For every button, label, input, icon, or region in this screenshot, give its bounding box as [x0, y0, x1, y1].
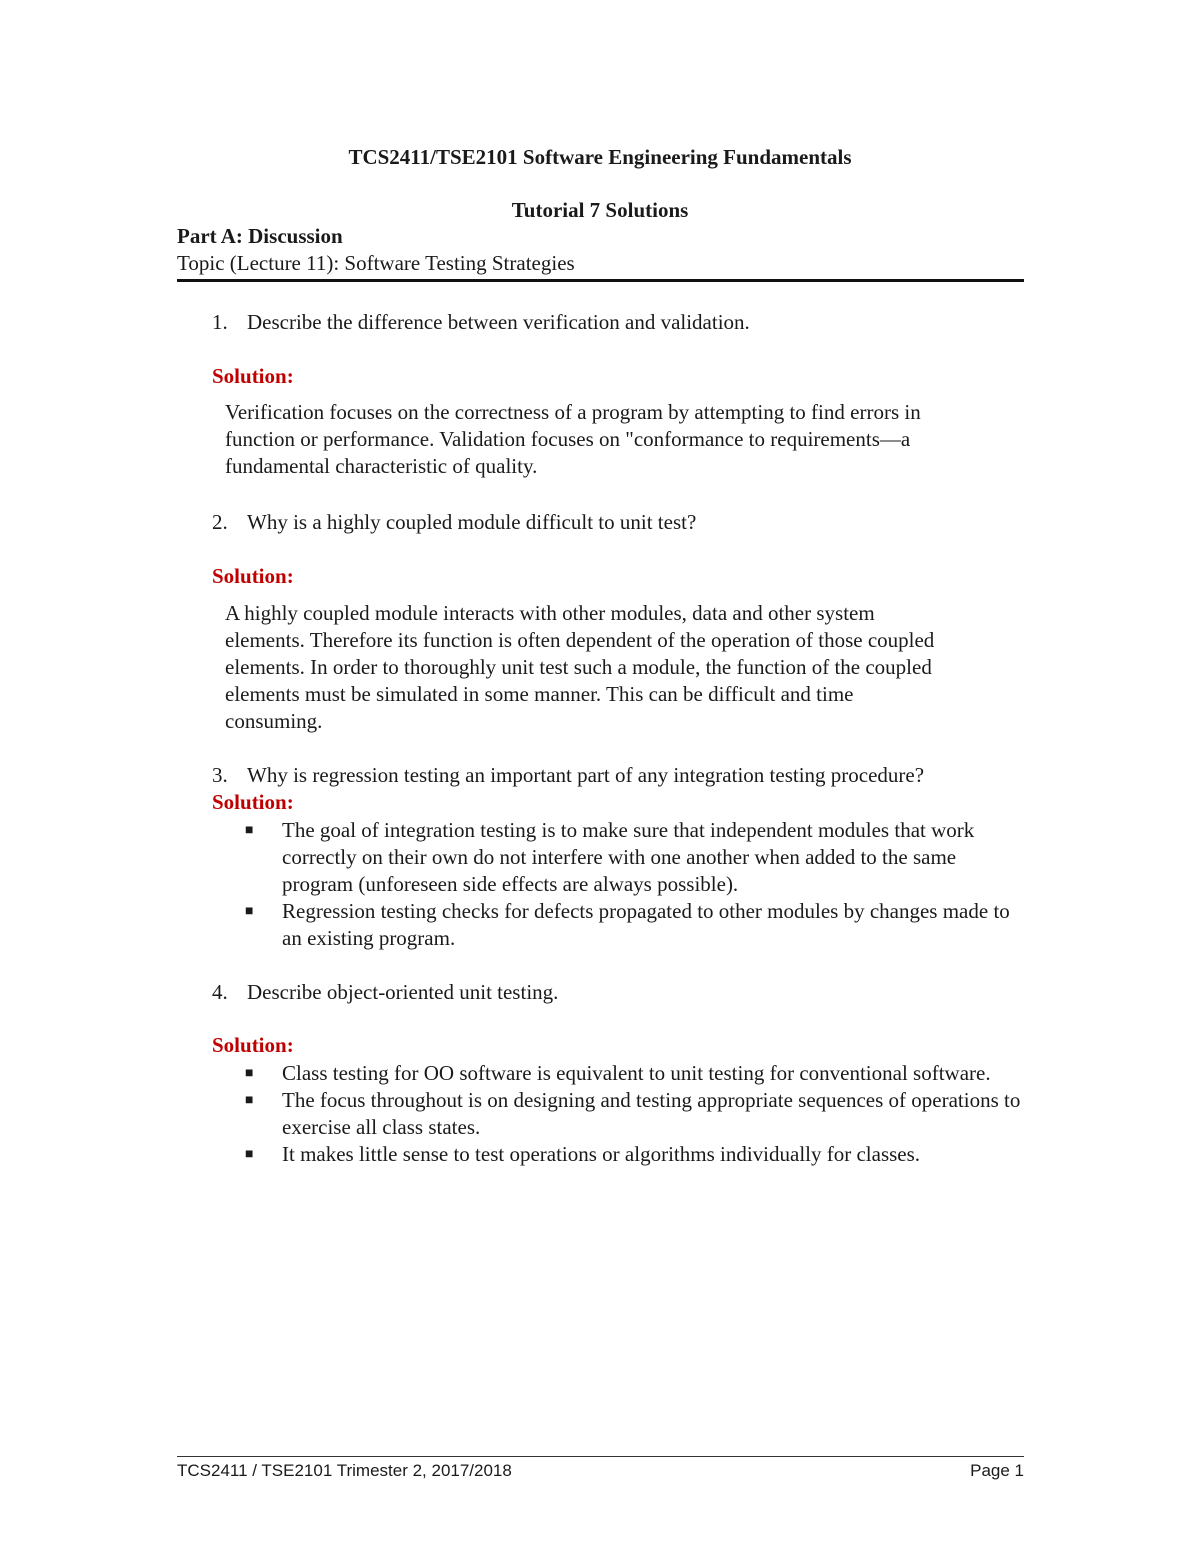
topic-line: Topic (Lecture 11): Software Testing Strategies: [177, 251, 575, 275]
answer-1: [225, 399, 1025, 480]
bullet-text: Class testing for OO software is equivalent to unit testing for conventional software.: [282, 1061, 991, 1085]
list-item: [245, 898, 1025, 952]
solution-label: Solution:: [212, 1033, 294, 1057]
question-text: Describe the difference between verification and validation.: [247, 310, 750, 334]
bullet-icon: ■: [245, 1093, 254, 1108]
answer-line: elements must be simulated in some manner. This can be difficult and time: [225, 682, 854, 706]
tutorial-title: Tutorial 7 Solutions: [511, 198, 689, 222]
page-number: Page 1: [970, 1461, 1024, 1480]
question-text: Why is regression testing an important part of any integration testing procedure?: [247, 763, 925, 787]
question-4: [212, 980, 558, 1005]
solution-label: Solution:: [212, 790, 294, 814]
header-divider: [177, 279, 1024, 282]
question-number: 3.: [212, 763, 228, 787]
bullet-icon: ■: [245, 1066, 254, 1081]
bullet-icon: ■: [245, 904, 254, 919]
list-item: [245, 1087, 1025, 1141]
answer-4-bullets: [245, 1060, 1025, 1168]
solution-label: Solution:: [212, 564, 294, 588]
question-text: Describe object-oriented unit testing.: [247, 980, 559, 1004]
question-3: [212, 763, 924, 788]
answer-2: [225, 600, 1025, 735]
bullet-icon: ■: [245, 1147, 254, 1162]
footer-divider: [177, 1456, 1024, 1457]
answer-line: consuming.: [225, 709, 323, 733]
answer-line: elements. In order to thoroughly unit test such a module, the function of the coupled: [225, 655, 932, 679]
answer-line: fundamental characteristic of quality.: [225, 454, 538, 478]
bullet-text: The goal of integration testing is to make sure that independent modules that work correctly on their own do not interfere with one another when added to the same program (unforeseen side effects are always possible).: [282, 818, 975, 896]
bullet-icon: ■: [245, 823, 254, 838]
answer-line: A highly coupled module interacts with other modules, data and other system: [225, 601, 875, 625]
question-number: 2.: [212, 510, 228, 534]
solution-label: Solution:: [212, 364, 294, 388]
course-title: TCS2411/TSE2101 Software Engineering Fundamentals: [348, 145, 852, 169]
question-2: [212, 510, 696, 535]
bullet-text: Regression testing checks for defects propagated to other modules by changes made to an existing program.: [282, 899, 1010, 950]
question-number: 1.: [212, 310, 228, 334]
footer-course: TCS2411 / TSE2101 Trimester 2, 2017/2018: [177, 1461, 512, 1480]
part-heading: Part A: Discussion: [177, 224, 343, 248]
question-text: Why is a highly coupled module difficult to unit test?: [247, 510, 697, 534]
answer-line: function or performance. Validation focuses on "conformance to requirements—a: [225, 427, 911, 451]
list-item: [245, 817, 1025, 898]
question-number: 4.: [212, 980, 228, 1004]
question-1: [212, 310, 750, 335]
bullet-text: The focus throughout is on designing and testing appropriate sequences of operations to exercise all class states.: [282, 1088, 1021, 1139]
answer-3-bullets: [245, 817, 1025, 952]
bullet-text: It makes little sense to test operations or algorithms individually for classes.: [282, 1142, 921, 1166]
answer-line: elements. Therefore its function is often dependent of the operation of those coupled: [225, 628, 935, 652]
list-item: [245, 1060, 1025, 1087]
list-item: [245, 1141, 1025, 1168]
answer-line: Verification focuses on the correctness of a program by attempting to find errors in: [225, 400, 921, 424]
